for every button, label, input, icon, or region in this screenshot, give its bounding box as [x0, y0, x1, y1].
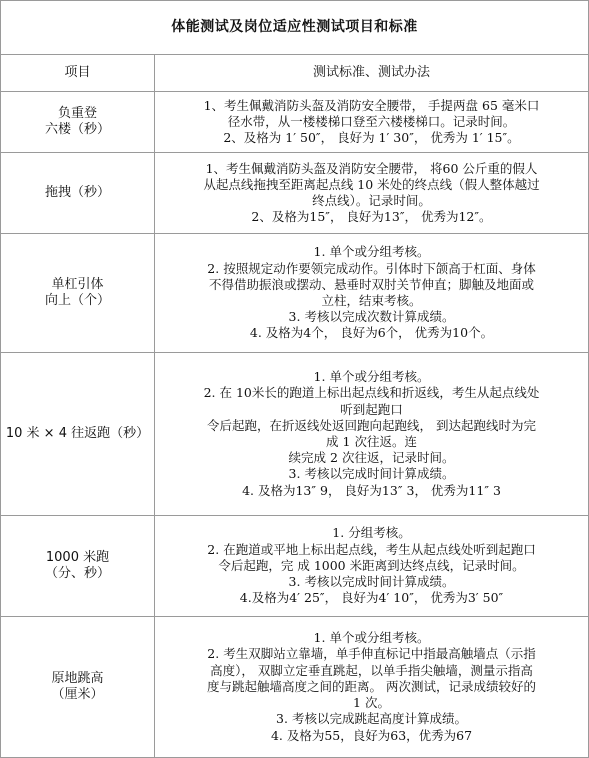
table-row	[1, 617, 589, 758]
item-text: （分、秒）	[44, 566, 110, 581]
standard-line: 4. 及格为4个， 良好为6个， 优秀为10个。	[249, 325, 494, 341]
standard-cell	[155, 92, 589, 153]
standard-line: 2. 按照规定动作要领完成动作。引体时下颌高于杠面、身体	[207, 260, 536, 276]
standard-line: 4. 及格为13″ 9， 良好为13″ 3， 优秀为11″ 3	[242, 482, 501, 498]
standard-line: 终点线）。记录时间。	[312, 193, 431, 208]
standard-line: 2、及格为 1′ 50″， 良好为 1′ 30″， 优秀为 1′ 15″。	[223, 130, 520, 146]
item-text: 单杠引体	[51, 276, 104, 292]
standard-line: 2. 在跑道或平地上标出起点线，考生从起点线处听到起跑口	[207, 541, 536, 557]
standard-line: 1. 分组考核。	[332, 525, 411, 541]
standard-line: 1. 单个或分组考核。	[313, 244, 430, 260]
header-row	[1, 55, 589, 92]
standard-line: 2. 考生双脚站立靠墙，单手伸直标记中指最高触墙点（示指	[207, 646, 536, 662]
standard-line: 3. 考核以完成次数计算成绩。	[288, 309, 455, 325]
item-text: （厘米）	[51, 687, 104, 702]
standard-cell	[155, 516, 589, 617]
item-cell	[1, 353, 155, 516]
standard-line: 3. 考核以完成时间计算成绩。	[288, 574, 455, 590]
standard-line: 续完成 2 次往返，记录时间。	[288, 450, 455, 466]
table-row	[1, 234, 589, 353]
standard-line: 3. 考核以完成跳起高度计算成绩。	[276, 711, 467, 727]
header-standard: 测试标准、测试办法	[155, 55, 589, 92]
item-text: 1000 米跑	[45, 549, 110, 565]
standard-line: 径水带，从一楼楼梯口登至六楼楼梯口。记录时间。	[227, 113, 516, 129]
standard-cell	[155, 234, 589, 353]
standard-line: 1 次。	[353, 695, 390, 711]
item-text: 六楼（秒）	[44, 122, 110, 137]
standard-line: 度与跳起触墙高度之间的距离。 两次测试，记录成绩较好的	[207, 678, 536, 694]
standard-line: 听到起跑口	[340, 401, 403, 417]
title-row	[1, 1, 589, 55]
item-cell	[1, 516, 155, 617]
item-cell	[1, 617, 155, 758]
standard-line: 令后起跑，完 成 1000 米距离到达终点线，记录时间。	[218, 557, 525, 573]
item-text: 负重登	[57, 105, 97, 121]
standard-line: 立柱，结束考核。	[321, 293, 422, 308]
table-row	[1, 153, 589, 234]
standard-line: 1、考生佩戴消防头盔及消防安全腰带， 手提两盘 65 毫米口	[203, 97, 540, 113]
standard-line: 3. 考核以完成时间计算成绩。	[288, 466, 455, 482]
item-cell	[1, 153, 155, 234]
standard-line: 2、及格为15″， 良好为13″， 优秀为12″。	[251, 209, 492, 225]
standard-line: 1. 单个或分组考核。	[313, 369, 430, 385]
table-row	[1, 92, 589, 153]
standard-cell	[155, 153, 589, 234]
standard-line: 成 1 次往返。连	[326, 434, 417, 449]
standard-line: 1、考生佩戴消防头盔及消防安全腰带， 将60 公斤重的假人	[205, 160, 538, 176]
standard-line: 4.及格为4′ 25″， 良好为4′ 10″， 优秀为3′ 50″	[239, 590, 504, 606]
item-cell	[1, 92, 155, 153]
standard-line: 1. 单个或分组考核。	[313, 630, 430, 646]
table-row	[1, 353, 589, 516]
item-text: 向上（个）	[44, 293, 110, 308]
standard-cell	[155, 617, 589, 758]
item-text: 原地跳高	[51, 670, 104, 686]
table-title: 体能测试及岗位适应性测试项目和标准	[1, 1, 589, 55]
standard-line: 从起点线拖拽至距离起点线 10 米处的终点线（假人整体越过	[203, 176, 540, 192]
item-cell	[1, 234, 155, 353]
standard-cell	[155, 353, 589, 516]
item-text: 10 米 × 4 往返跑（秒）	[5, 425, 150, 441]
standard-line: 2. 在 10米长的跑道上标出起点线和折返线，考生从起点线处	[203, 385, 540, 401]
standard-line: 高度）， 双脚立定垂直跳起，以单手指尖触墙，测量示指高	[210, 662, 533, 678]
standard-line: 4. 及格为55，良好为63，优秀为67	[270, 727, 473, 743]
standard-line: 不得借助振浪或摆动、悬垂时双肘关节伸直；脚触及地面或	[208, 276, 534, 292]
standard-line: 令后起跑，在折返线处返回跑向起跑线， 到达起跑线时为完	[207, 417, 536, 433]
item-text: 拖拽（秒）	[44, 184, 110, 200]
table-row	[1, 516, 589, 617]
header-item: 项目	[1, 55, 155, 92]
